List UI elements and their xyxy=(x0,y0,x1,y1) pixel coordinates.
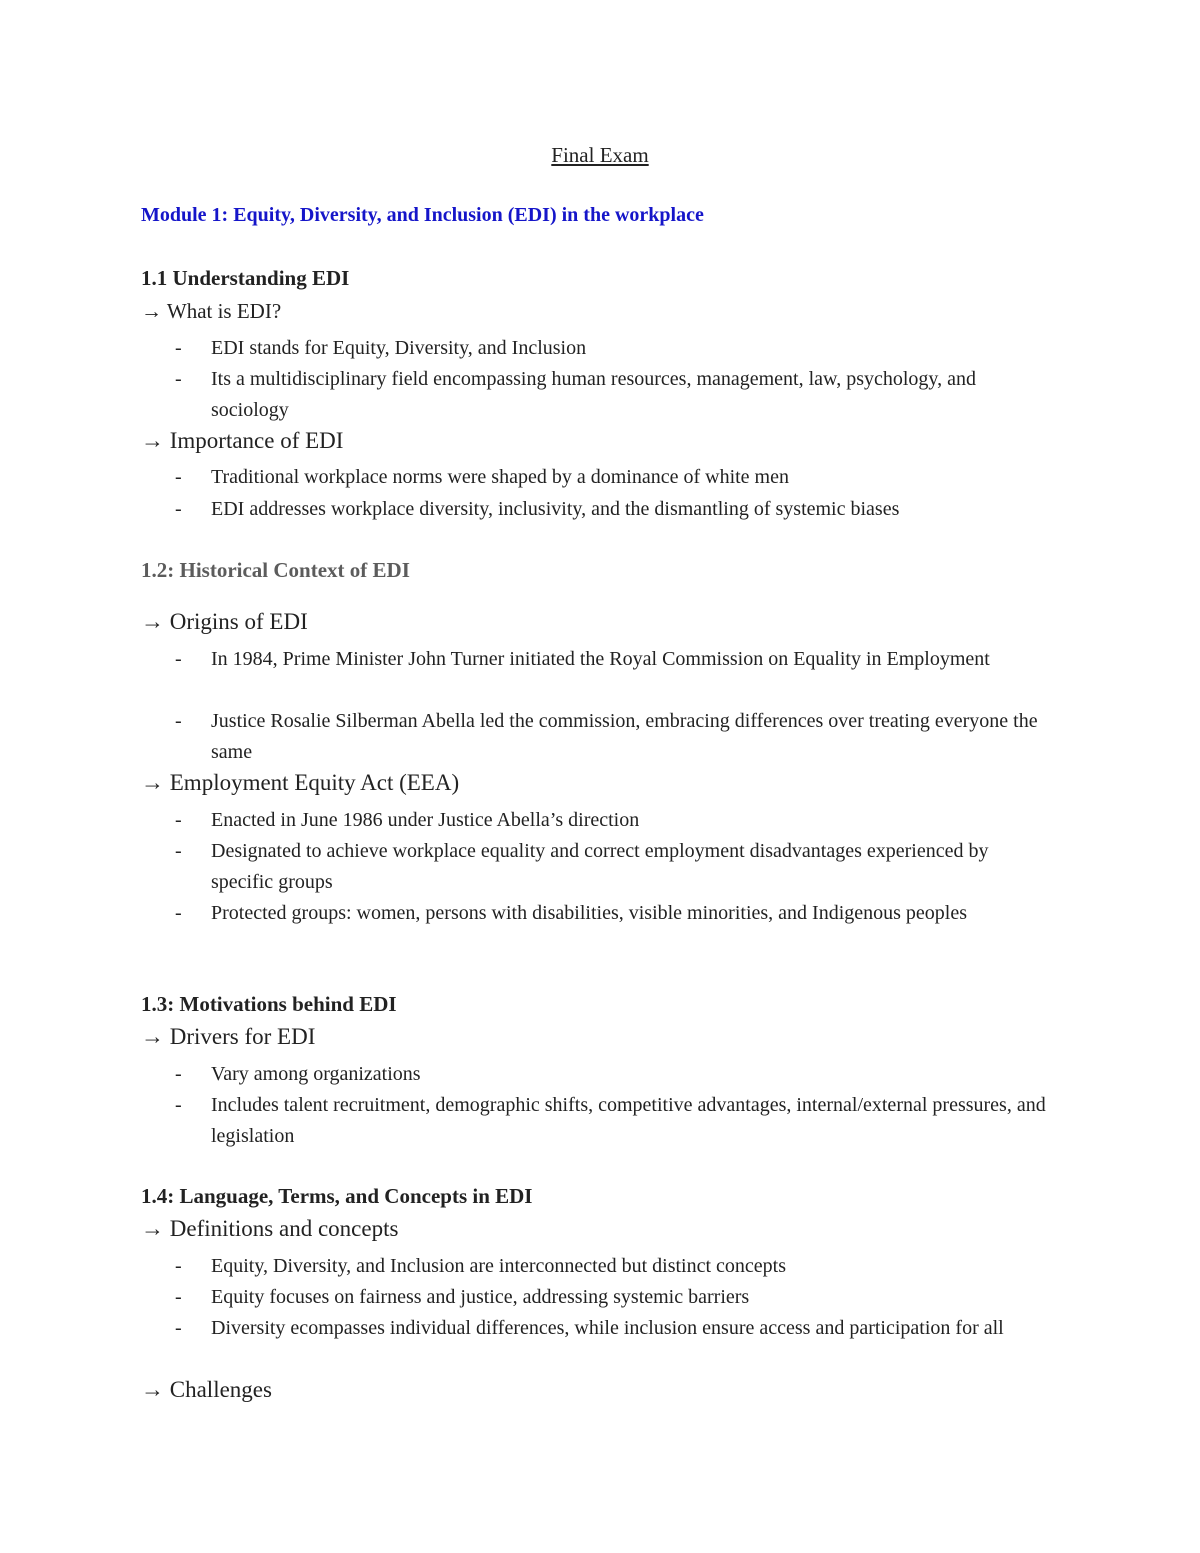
bullet-text: Traditional workplace norms were shaped by a dominance of white men xyxy=(211,466,789,488)
bullet-dash: - xyxy=(175,498,182,520)
list-item xyxy=(175,836,1055,898)
bullet-text: Justice Rosalie Silberman Abella led the commission, embracing differences over treating everyone the same xyxy=(211,710,1038,763)
bullet-dash: - xyxy=(175,648,182,670)
subheading-employment-equity-act: → Employment Equity Act (EEA) xyxy=(141,770,460,795)
list-item xyxy=(175,898,1055,929)
list-item xyxy=(175,333,1055,364)
bullet-dash: - xyxy=(175,368,182,390)
bullet-text: Designated to achieve workplace equality and correct employment disadvantages experienced by specific groups xyxy=(211,840,989,893)
bullet-dash: - xyxy=(175,466,182,488)
subheading-importance-of-edi: → Importance of EDI xyxy=(141,428,344,453)
section-heading-1-1: 1.1 Understanding EDI xyxy=(141,266,350,290)
list-item xyxy=(175,364,1055,426)
list-item xyxy=(175,462,1055,493)
bullet-dash: - xyxy=(175,1286,182,1308)
bullet-dash: - xyxy=(175,337,182,359)
bullet-dash: - xyxy=(175,902,182,924)
bullet-dash: - xyxy=(175,1094,182,1116)
bullet-dash: - xyxy=(175,1317,182,1339)
bullet-text: Vary among organizations xyxy=(211,1063,421,1085)
section-heading-1-2: 1.2: Historical Context of EDI xyxy=(141,558,410,582)
subheading-challenges: → Challenges xyxy=(141,1377,272,1402)
bullet-text: In 1984, Prime Minister John Turner initiated the Royal Commission on Equality in Employment xyxy=(211,648,990,670)
bullet-text: EDI stands for Equity, Diversity, and Inclusion xyxy=(211,337,587,359)
document-title: Final Exam xyxy=(551,143,649,167)
bullet-text: Enacted in June 1986 under Justice Abella’s direction xyxy=(211,809,640,831)
bullet-dash: - xyxy=(175,1063,182,1085)
module-heading: Module 1: Equity, Diversity, and Inclusion (EDI) in the workplace xyxy=(141,204,704,226)
list-item xyxy=(175,1059,1055,1090)
bullet-text: EDI addresses workplace diversity, inclusivity, and the dismantling of systemic biases xyxy=(211,498,900,520)
bullet-dash: - xyxy=(175,809,182,831)
bullet-text: Protected groups: women, persons with disabilities, visible minorities, and Indigenous peoples xyxy=(211,902,968,924)
list-item xyxy=(175,1251,1055,1282)
list-item xyxy=(175,494,1055,525)
subheading-what-is-edi: → What is EDI? xyxy=(141,299,282,323)
list-item xyxy=(175,1313,1055,1344)
subheading-origins-of-edi: → Origins of EDI xyxy=(141,609,308,634)
bullet-dash: - xyxy=(175,1255,182,1277)
list-item xyxy=(175,1090,1055,1152)
list-item xyxy=(175,805,1055,836)
bullet-dash: - xyxy=(175,840,182,862)
bullet-text: Equity, Diversity, and Inclusion are interconnected but distinct concepts xyxy=(211,1255,787,1277)
section-heading-1-3: 1.3: Motivations behind EDI xyxy=(141,992,397,1016)
list-item xyxy=(175,1282,1055,1313)
section-heading-1-4: 1.4: Language, Terms, and Concepts in EDI xyxy=(141,1184,533,1208)
list-item xyxy=(175,644,1055,675)
list-item xyxy=(175,706,1055,768)
bullet-text: Includes talent recruitment, demographic shifts, competitive advantages, internal/external pressures, and legislation xyxy=(211,1094,1046,1147)
bullet-text: Diversity ecompasses individual differences, while inclusion ensure access and participation for all xyxy=(211,1317,1004,1339)
bullet-text: Its a multidisciplinary field encompassing human resources, management, law, psychology, and sociology xyxy=(211,368,976,421)
subheading-drivers-for-edi: → Drivers for EDI xyxy=(141,1024,316,1049)
subheading-definitions-and-concepts: → Definitions and concepts xyxy=(141,1216,399,1241)
bullet-text: Equity focuses on fairness and justice, addressing systemic barriers xyxy=(211,1286,750,1308)
bullet-dash: - xyxy=(175,710,182,732)
